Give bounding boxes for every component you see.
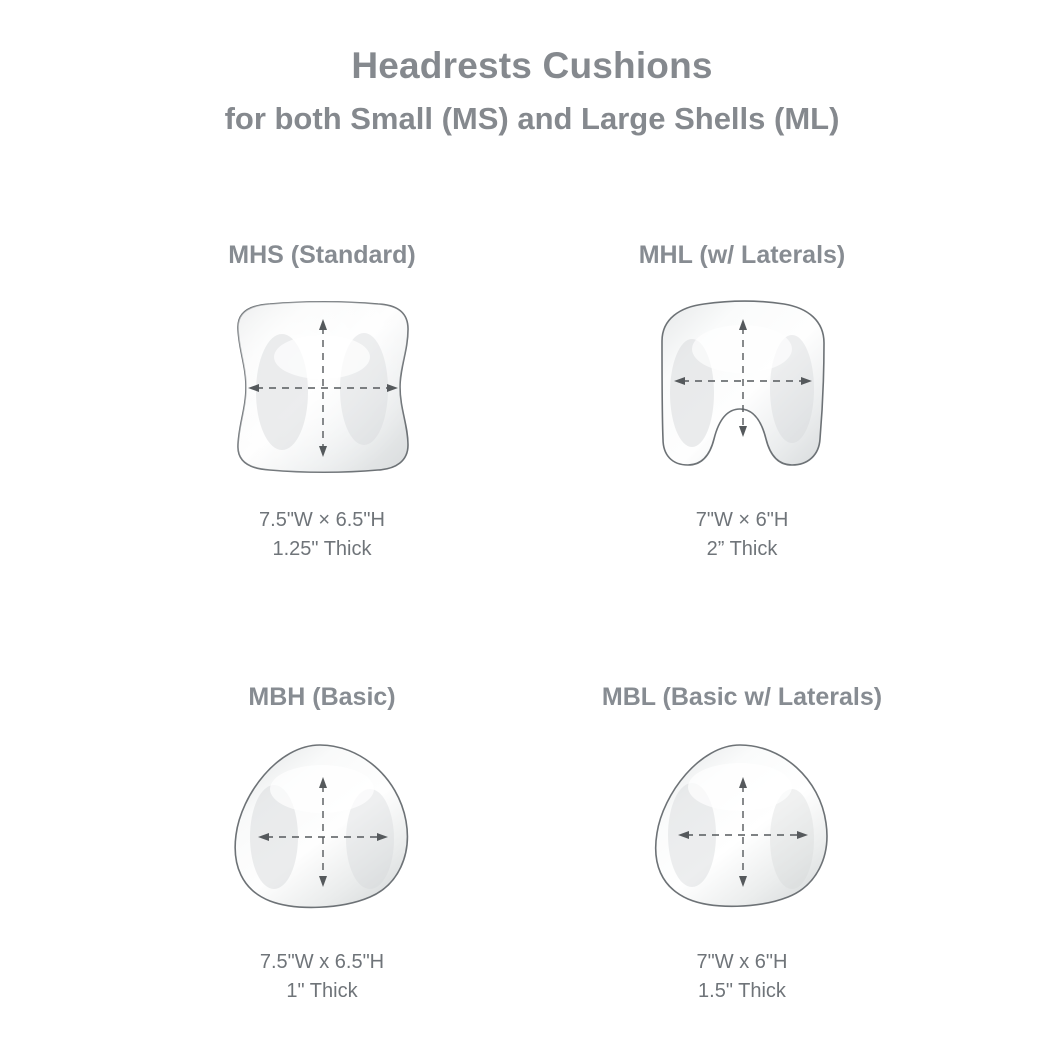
- mhs-shape-icon: [212, 297, 432, 477]
- mbh-shape-icon: [212, 739, 432, 919]
- page-subtitle: for both Small (MS) and Large Shells (ML): [224, 101, 840, 137]
- cushion-grid: [0, 240, 1064, 1006]
- cushion-card-mhs: [112, 240, 532, 564]
- cushion-figure-mbh: [112, 734, 532, 924]
- header: [0, 0, 1064, 139]
- cushion-label-mbh: MBH (Basic): [248, 683, 396, 711]
- cushion-dimensions-mbh: [112, 948, 532, 1006]
- cushion-label-mbl: MBL (Basic w/ Laterals): [601, 683, 883, 711]
- dimension-line-2: 1.5" Thick: [698, 980, 786, 1002]
- cushion-row: [0, 682, 1064, 1006]
- dimension-line-1: 7.5"W × 6.5"H: [259, 509, 385, 531]
- cushion-label-mhs: MHS (Standard): [228, 241, 416, 269]
- cushion-label-mhl: MHL (w/ Laterals): [638, 241, 846, 269]
- dimension-line-2: 1.25" Thick: [272, 538, 372, 560]
- cushion-figure-mbl: [532, 734, 952, 924]
- cushion-dimensions-mhs: [112, 506, 532, 564]
- mbl-shape-icon: [632, 739, 852, 919]
- mhl-shape-icon: [632, 297, 852, 477]
- cushion-figure-mhs: [112, 292, 532, 482]
- cushion-row: [0, 240, 1064, 564]
- dimension-line-2: 1" Thick: [286, 980, 358, 1002]
- cushion-card-mbl: [532, 682, 952, 1006]
- cushion-card-mbh: [112, 682, 532, 1006]
- dimension-line-1: 7"W × 6"H: [695, 509, 789, 531]
- dimension-line-1: 7"W x 6"H: [696, 951, 788, 973]
- page-title: Headrests Cushions: [351, 45, 713, 86]
- cushion-card-mhl: [532, 240, 952, 564]
- dimension-line-1: 7.5"W x 6.5"H: [259, 951, 385, 973]
- cushion-dimensions-mbl: [532, 948, 952, 1006]
- dimension-line-2: 2” Thick: [706, 538, 778, 560]
- cushion-dimensions-mhl: [532, 506, 952, 564]
- cushion-figure-mhl: [532, 292, 952, 482]
